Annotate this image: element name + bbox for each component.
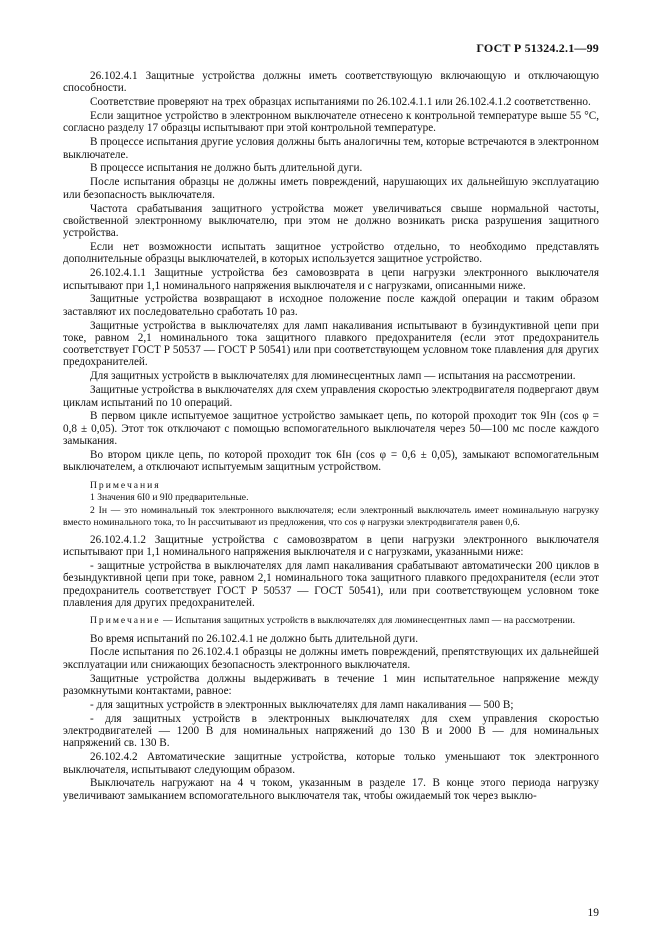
paragraph: Частота срабатывания защитного устройства может увеличиваться свыше нормальной частоты, свойственной электронному выключателю, при этом не должно возникать риска разрушения защитного устройства. [63,202,599,240]
standard-header: ГОСТ Р 51324.2.1—99 [476,41,599,55]
paragraph: Соответствие проверяют на трех образцах испытаниями по 26.102.4.1.1 или 26.102.4.1.2 соответственно. [90,96,591,109]
paragraph: Если защитное устройство в электронном выключателе отнесено к контрольной температуре выше 55 °С, согласно разделу 17 образцы испытывают при этой контрольной температуре. [63,110,599,135]
list-item: - для защитных устройств в электронных выключателях для схем управления скоростью электродвигателей — 1200 В для номинальных напряжений до 130 В и 2000 В — для номинальных напряжений св. 130 В. [63,712,599,750]
paragraph: В процессе испытания другие условия должны быть аналогичны тем, которые встречаются в электронном выключателе. [63,136,599,161]
paragraph: Выключатель нагружают на 4 ч током, указанным в разделе 17. В конце этого периода нагрузку увеличивают замыканием вспомогательного выключателя так, чтобы ожидаемый ток через выклю- [63,777,599,802]
note-item: 2 Iн — это номинальный ток электронного выключателя; если электронный выключатель имеет номинальную нагрузку вместо номинального тока, то Iн рассчитывают из предложения, что cos φ нагрузки электродвигателя равен 0,6. [63,505,599,528]
paragraph: Защитные устройства должны выдерживать в течение 1 мин испытательное напряжение между разомкнутыми контактами, равное: [63,672,599,697]
paragraph: Для защитных устройств в выключателях для люминесцентных ламп — испытания на рассмотрении. [90,370,576,383]
paragraph: После испытания по 26.102.4.1 образцы не должны иметь повреждений, препятствующих их дальнейшей эксплуатации или снижающих безопасность электронного выключателя. [63,646,599,671]
paragraph: Во втором цикле цепь, по которой проходит ток 6Iн (cos φ = 0,6 ± 0,05), замыкают вспомогательным выключателем, а отключают испытуемым защитным устройством. [63,448,599,474]
note-item: 1 Значения 6I0 и 9I0 предварительные. [90,492,249,504]
paragraph: В первом цикле испытуемое защитное устройство замыкает цепь, по которой проходит ток 9Iн (cos φ = 0,8 ± 0,05). Этот ток отключают с помощью вспомогательного выключателя через 50—100 мс после каждого замыкания. [63,410,599,448]
note-paragraph [63,615,599,626]
paragraph: В процессе испытания не должно быть длительной дуги. [90,162,363,175]
paragraph: Если нет возможности испытать защитное устройство отдельно, то необходимо представлять дополнительные образцы выключателей, в которых используется защитное устройство. [63,241,599,266]
document-body [63,70,599,804]
paragraph: 26.102.4.1.2 Защитные устройства с самовозвратом в цепи нагрузки электронного выключателя испытывают при 1,1 номинального напряжения выключателя и с нагрузками, указанными ниже: [63,533,599,559]
paragraph: 26.102.4.1.1 Защитные устройства без самовозврата в цепи нагрузки электронного выключателя испытывают при 1,1 номинального напряжения выключателя и с нагрузками, описанными ниже. [63,267,599,292]
note-label: Примечание [90,615,161,627]
page-number: 19 [587,907,599,919]
notes-title: Примечания [90,479,161,491]
paragraph: Защитные устройства возвращают в исходное положение после каждой операции и таким образом заставляют их последовательно сработать 10 раз. [63,293,599,318]
paragraph: Защитные устройства в выключателях для схем управления скоростью электродвигателя подвергают двум циклам испытаний по 10 операций. [63,384,599,409]
paragraph: 26.102.4.1 Защитные устройства должны иметь соответствующую включающую и отключающую способности. [63,70,599,95]
list-item: - для защитных устройств в электронных выключателях для ламп накаливания — 500 В; [90,698,514,711]
list-item: - защитные устройства в выключателях для ламп накаливания срабатывают автоматически 200 циклов в безындуктивной цепи при токе, равном 2,1 номинального тока защитного плавкого предохранителя (если этот предохранитель соответствует ГОСТ Р 50537 — ГОСТ 50541), или при соответствующем условном токе плавления для других предохранителей. [63,560,599,609]
note-text: — Испытания защитных устройств в выключателях для люминесцентных ламп — на рассмотрении. [160,615,576,627]
paragraph: После испытания образцы не должны иметь повреждений, нарушающих их дальнейшую эксплуатацию или безопасность выключателя. [63,176,599,201]
paragraph: Защитные устройства в выключателях для ламп накаливания испытывают в бузиндуктивной цепи при токе, равном 2,1 номинального тока защитного плавкого предохранителя (если этот предохранитель соответствует ГОСТ Р 50537 — ГОСТ Р 50541) или при соответствующем условном токе плавления для других предохранителей. [63,319,599,369]
document-page [63,0,599,936]
paragraph: Во время испытаний по 26.102.4.1 не должно быть длительной дуги. [90,632,419,645]
paragraph: 26.102.4.2 Автоматические защитные устройства, которые только уменьшают ток электронного выключателя, испытывают следующим образом. [63,751,599,776]
